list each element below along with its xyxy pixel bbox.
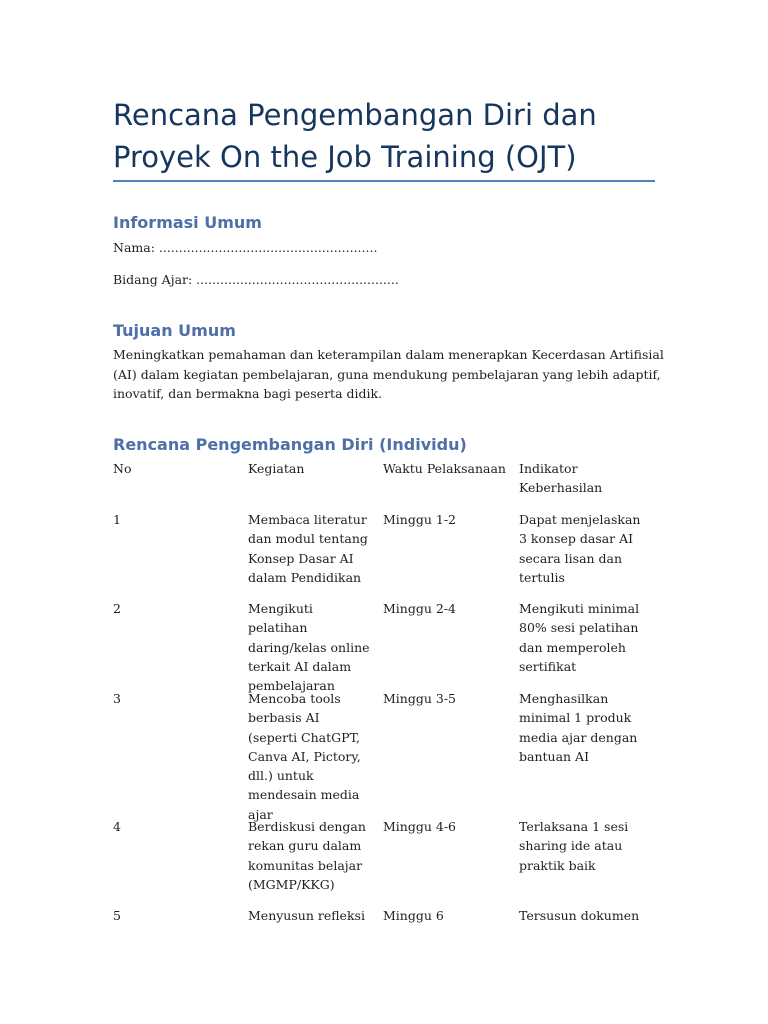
row-no: 2	[113, 601, 121, 616]
heading-rencana-pengembangan: Rencana Pengembangan Diri (Individu)	[113, 435, 467, 454]
row-waktu: Minggu 3-5	[383, 691, 457, 706]
nama-field: Nama: .......................................................	[113, 240, 378, 255]
header-no: No	[113, 461, 132, 476]
row-waktu: Minggu 1-2	[383, 512, 457, 527]
row-no: 4	[113, 819, 121, 834]
document-title: Rencana Pengembangan Diri dan Proyek On the Job Training (OJT)	[113, 98, 597, 174]
row-indikator: Terlaksana 1 sesi sharing ide atau praktik baik	[519, 819, 629, 873]
tujuan-paragraph: Meningkatkan pemahaman dan keterampilan dalam menerapkan Kecerdasan Artifisial (AI) dalam kegiatan pembelajaran, guna mendukung pembelajaran yang lebih adaptif, inovatif, dan bermakna bagi peserta didik.	[113, 347, 664, 401]
row-waktu: Minggu 4-6	[383, 819, 457, 834]
row-kegiatan: Mengikuti pelatihan daring/kelas online terkait AI dalam pembelajaran	[248, 601, 370, 694]
bidang-ajar-field: Bidang Ajar: ...................................................	[113, 272, 399, 287]
row-indikator: Dapat menjelaskan 3 konsep dasar AI secara lisan dan tertulis	[519, 512, 641, 585]
row-no: 3	[113, 691, 121, 706]
row-kegiatan: Mencoba tools berbasis AI (seperti ChatGPT, Canva AI, Pictory, dll.) untuk mendesain media ajar	[248, 691, 361, 822]
row-kegiatan: Membaca literatur dan modul tentang Konsep Dasar AI dalam Pendidikan	[248, 512, 368, 585]
header-waktu: Waktu Pelaksanaan	[383, 461, 506, 476]
row-no: 1	[113, 512, 121, 527]
heading-tujuan-umum: Tujuan Umum	[113, 321, 236, 340]
row-indikator: Menghasilkan minimal 1 produk media ajar dengan bantuan AI	[519, 691, 638, 764]
row-indikator: Tersusun dokumen	[519, 908, 640, 923]
header-indikator: Indikator Keberhasilan	[519, 461, 603, 496]
title-underline	[113, 180, 655, 182]
row-kegiatan: Berdiskusi dengan rekan guru dalam komunitas belajar (MGMP/KKG)	[248, 819, 366, 892]
row-no: 5	[113, 908, 121, 923]
row-waktu: Minggu 2-4	[383, 601, 457, 616]
heading-informasi-umum: Informasi Umum	[113, 213, 262, 232]
row-indikator: Mengikuti minimal 80% sesi pelatihan dan memperoleh sertifikat	[519, 601, 640, 674]
row-kegiatan: Menyusun refleksi	[248, 908, 365, 923]
row-waktu: Minggu 6	[383, 908, 444, 923]
header-kegiatan: Kegiatan	[248, 461, 305, 476]
